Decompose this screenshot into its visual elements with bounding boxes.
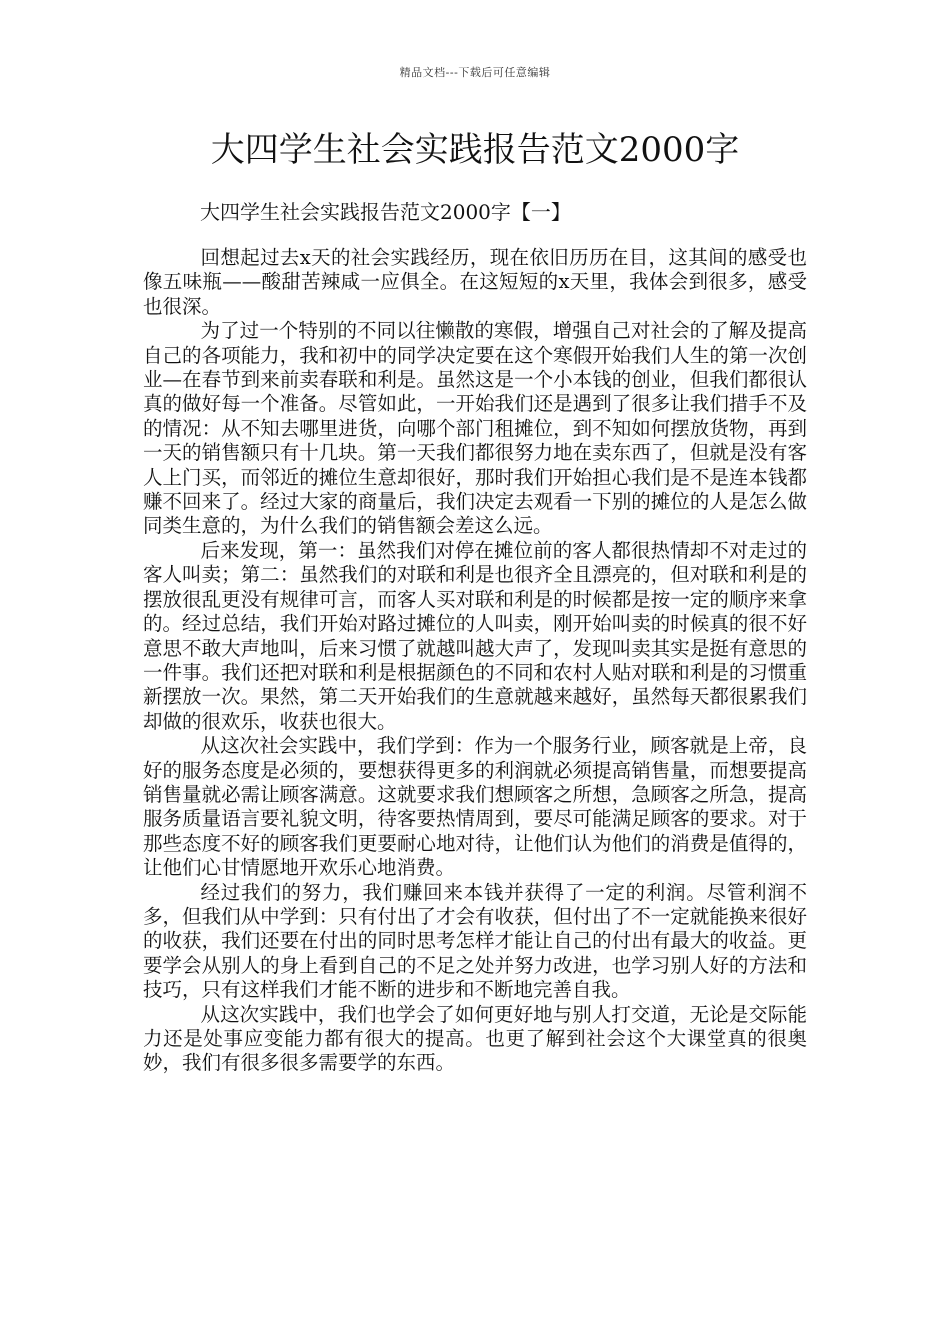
- paragraph: 经过我们的努力，我们赚回来本钱并获得了一定的利润。尽管利润不多，但我们从中学到：只有付出了才会有收获，但付出了不一定就能换来很好的收获，我们还要在付出的同时思考怎样才能让自己的付出有最大的收益。更要学会从别人的身上看到自己的不足之处并努力改进，也学习别人好的方法和技巧，只有这样我们才能不断的进步和不断地完善自我。: [143, 880, 807, 1002]
- paragraph: 从这次社会实践中，我们学到：作为一个服务行业，顾客就是上帝，良好的服务态度是必须的，要想获得更多的利润就必须提高销售量，而想要提高销售量就必需让顾客满意。这就要求我们想顾客之所想，急顾客之所急，提高服务质量语言要礼貌文明，待客要热情周到，要尽可能满足顾客的要求。对于那些态度不好的顾客我们更要耐心地对待，让他们认为他们的消费是值得的，让他们心甘情愿地开欢乐心地消费。: [143, 734, 807, 880]
- paragraph: 为了过一个特别的不同以往懒散的寒假，增强自己对社会的了解及提高自己的各项能力，我和初中的同学决定要在这个寒假开始我们人生的第一次创业—在春节到来前卖春联和利是。虽然这是一个小本钱的创业，但我们都很认真的做好每一个准备。尽管如此，一开始我们还是遇到了很多让我们措手不及的情况：从不知去哪里进货，向哪个部门租摊位，到不知如何摆放货物，再到一天的销售额只有十几块。第一天我们都很努力地在卖东西了，但就是没有客人上门买，而邻近的摊位生意却很好，那时我们开始担心我们是不是连本钱都赚不回来了。经过大家的商量后，我们决定去观看一下别的摊位的人是怎么做同类生意的，为什么我们的销售额会差这么远。: [143, 319, 807, 538]
- body-text: [143, 246, 807, 1076]
- section-heading: 大四学生社会实践报告范文2000字【一】: [200, 200, 571, 224]
- document-title: 大四学生社会实践报告范文2000字: [210, 130, 740, 170]
- header-note: 精品文档---下载后可任意编辑: [399, 66, 551, 79]
- paragraph: 后来发现，第一：虽然我们对停在摊位前的客人都很热情却不对走过的客人叫卖；第二：虽然我们的对联和利是也很齐全且漂亮的，但对联和利是的摆放很乱更没有规律可言，而客人买对联和利是的时候都是按一定的顺序来拿的。经过总结，我们开始对路过摊位的人叫卖，刚开始叫卖的时候真的很不好意思不敢大声地叫，后来习惯了就越叫越大声了，发现叫卖其实是挺有意思的一件事。我们还把对联和利是根据颜色的不同和农村人贴对联和利是的习惯重新摆放一次。果然，第二天开始我们的生意就越来越好，虽然每天都很累我们却做的很欢乐，收获也很大。: [143, 538, 807, 733]
- paragraph: 回想起过去x天的社会实践经历，现在依旧历历在目，这其间的感受也像五味瓶——酸甜苦辣咸一应俱全。在这短短的x天里，我体会到很多，感受也很深。: [143, 246, 807, 318]
- paragraph: 从这次实践中，我们也学会了如何更好地与别人打交道，无论是交际能力还是处事应变能力都有很大的提高。也更了解到社会这个大课堂真的很奥妙，我们有很多很多需要学的东西。: [143, 1002, 807, 1075]
